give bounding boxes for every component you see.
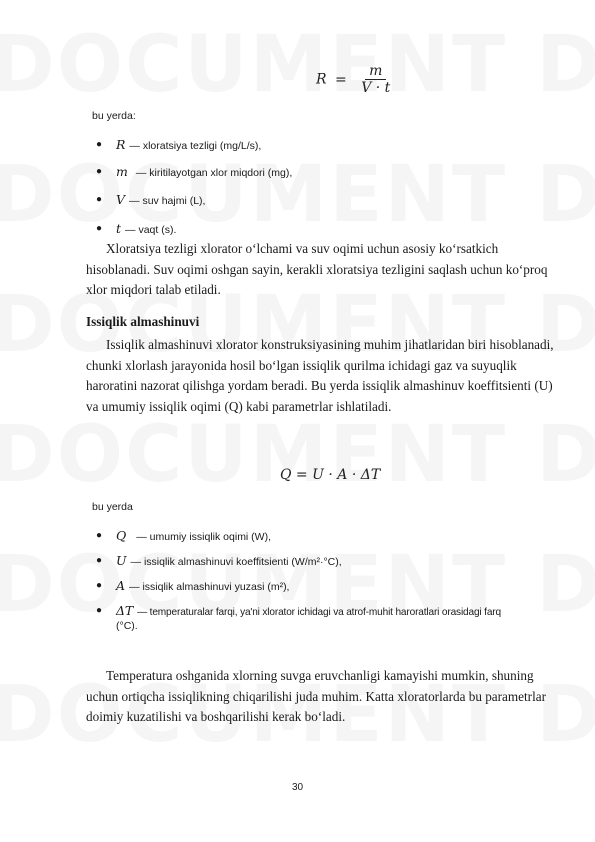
list1-item-4 (116, 221, 176, 236)
list2-item-1 (116, 528, 271, 543)
list1-item-1 (116, 137, 261, 152)
list2-item-3-text: — issiqlik almashinuvi yuzasi (m²), (129, 581, 290, 593)
list2-item-2 (116, 553, 342, 568)
watermark-row-4 (0, 410, 595, 500)
list1-item-1-text: — xloratsiya tezligi (mg/L/s), (129, 140, 262, 152)
watermark-row-1 (0, 20, 595, 110)
formula-rate-denominator: V · t (361, 80, 391, 96)
list2-bullet-1: ● (96, 530, 103, 541)
list1-item-4-symbol: t (116, 221, 122, 236)
list1-bullet-1: ● (96, 139, 103, 150)
list2-item-3 (116, 578, 289, 593)
list1-item-2-symbol: m (116, 164, 128, 179)
list1-item-3-text: — suv hajmi (L), (129, 195, 206, 207)
watermark-row-2 (0, 150, 595, 240)
list2-intro: bu yerda (92, 501, 133, 513)
list1-item-4-text: — vaqt (s). (125, 224, 177, 236)
list1-item-1-symbol: R (116, 137, 126, 152)
formula-rate-eq: = (335, 71, 347, 88)
section-heading: Issiqlik almashinuvi (86, 314, 200, 329)
list2-item-3-symbol: A (116, 578, 126, 593)
list2-item-1-text: — umumiy issiqlik oqimi (W), (136, 531, 272, 543)
list2-bullet-3: ● (96, 580, 103, 591)
list1-item-2-text: — kiritilayotgan xlor miqdori (mg), (135, 167, 293, 179)
formula-rate-numerator: m (365, 64, 386, 80)
paragraph-heat-exchange: Issiqlik almashinuvi xlorator konstruksiyasining muhim jihatlaridan biri hisoblanadi, chunki xlorlash jarayonida hosil bo‘lgan issiqlik qurilma ichidagi gaz va suyuqlik haroratini nazorat qilishga yordam beradi. Bu yerda issiqlik almashinuv koeffitsienti (U) va umumiy issiqlik oqimi (Q) kabi parametrlar ishlatiladi. (86, 337, 554, 414)
list2-bullet-2: ● (96, 555, 103, 566)
list2-item-2-text: — issiqlik almashinuvi koeffitsienti (W/m²·°C), (130, 556, 342, 568)
list2-item-4-continuation: (°C). (116, 620, 138, 632)
list1-bullet-2: ● (96, 166, 103, 177)
list1-item-2 (116, 164, 292, 179)
page-number: 30 (291, 782, 304, 793)
list1-intro: bu yerda: (92, 110, 136, 122)
paragraph-rate: Xloratsiya tezligi xlorator o‘lchami va suv oqimi uchun asosiy ko‘rsatkich hisoblanadi. Suv oqimi oshgan sayin, kerakli xloratsiya tezligini saqlash uchun ko‘proq xlor miqdori talab etiladi. (86, 241, 548, 297)
formula-rate-fraction (357, 64, 394, 95)
list2-item-4-symbol: ΔT (116, 603, 134, 618)
formula-heat-flow: Q = U · A · ΔT (280, 467, 381, 483)
list1-item-3 (116, 192, 205, 207)
list2-item-1-symbol: Q (116, 528, 127, 543)
list1-bullet-4: ● (96, 223, 103, 234)
formula-rate-lhs: R (316, 71, 327, 88)
list1-bullet-3: ● (96, 194, 103, 205)
formula-rate (316, 64, 394, 95)
list1-item-3-symbol: V (116, 192, 126, 207)
list2-item-4-text: — temperaturalar farqi, ya'ni xlorator ichidagi va atrof-muhit haroratlari orasidagi farq (137, 607, 501, 618)
list2-item-2-symbol: U (116, 553, 127, 568)
list2-item-4 (116, 603, 501, 618)
list2-bullet-4: ● (96, 605, 103, 616)
paragraph-temperature: Temperatura oshganida xlorning suvga eruvchanligi kamayishi mumkin, shuning uchun ortiqcha issiqlikning chiqarilishi juda muhim. Katta xloratorlarda bu parametrlar doimiy kuzatilishi va boshqarilishi kerak bo‘ladi. (86, 668, 546, 724)
